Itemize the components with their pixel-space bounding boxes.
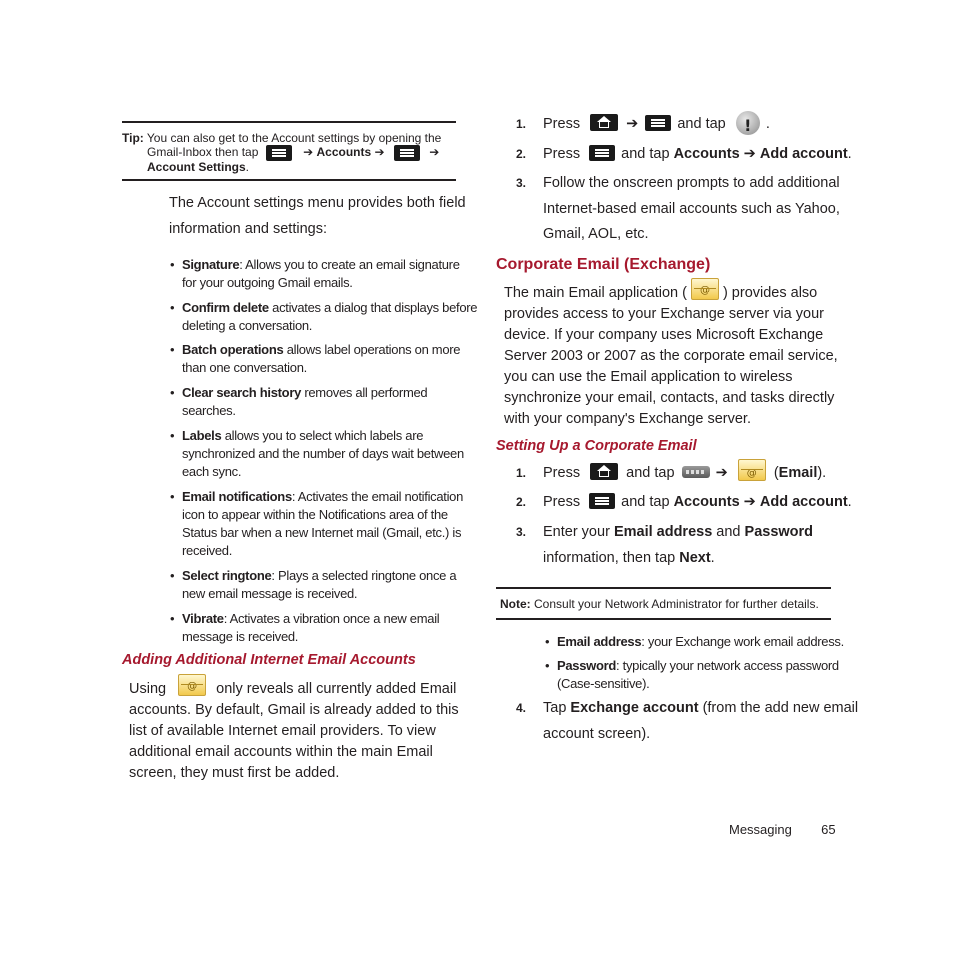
settings-item-line [182,488,463,506]
settings-item [170,488,464,560]
step-number: 1. [516,117,527,131]
step-number: 4. [516,701,527,715]
tip-line-3 [147,160,249,175]
settings-item-line [182,610,439,628]
tip-text: You can also get to the Account settings by opening the [146,131,442,145]
arrow-icon: ➔ [374,145,385,160]
setup-step-2 [516,490,852,516]
settings-item [170,256,460,292]
bullet-icon: • [545,634,550,649]
settings-term: Labels [182,428,222,443]
page-number: 65 [821,822,836,837]
field-desc: : typically your network access password [616,658,839,673]
section-heading-corporate: Corporate Email (Exchange) [496,256,711,273]
settings-item [170,341,461,377]
adding-line [129,679,459,700]
settings-item [170,567,457,603]
settings-item-line: icon to appear within the Notifications area of the [182,507,448,522]
arrow-icon: ➔ [743,494,756,510]
step-bold: Add account [759,146,848,162]
step-2 [516,142,852,168]
tip-text: Gmail-Inbox then tap [147,145,259,160]
email-app-icon [691,278,719,300]
email-app-icon [738,459,766,481]
intro-line: The Account settings menu provides both field [169,195,466,211]
step-text: Press [543,116,581,132]
corporate-line: device. If your company uses Microsoft Exchange [504,327,824,343]
settings-item-line [182,256,460,274]
bullet-icon: • [170,257,175,272]
step-text: Internet-based email accounts such as Yahoo, [543,200,840,217]
step-number: 3. [516,176,527,190]
step-bold: Add account [759,494,848,510]
step-bold: Password [744,524,814,540]
arrow-icon: ➔ [429,145,440,160]
settings-item [170,427,464,481]
menu-icon [645,115,671,131]
bullet-icon: • [170,489,175,504]
step-text: Gmail, AOL, etc. [543,226,649,242]
arrow-icon: ➔ [626,116,639,132]
settings-item [170,384,428,420]
settings-item [170,610,440,646]
step-text: Enter your [543,524,610,540]
settings-item-line [182,567,456,585]
note-text: Consult your Network Administrator for further details. [530,597,819,611]
field-item [545,633,844,651]
field-item-line [557,657,839,675]
arrow-icon: ➔ [743,146,756,162]
corporate-paragraph [504,283,838,430]
step-text: . [710,549,715,566]
settings-desc: removes all performed [301,385,428,400]
step-bold: Email address [613,524,713,540]
home-icon [590,463,618,480]
step-number: 3. [516,525,527,539]
settings-term: Confirm delete [182,300,269,315]
field-item [545,657,839,693]
settings-item-line: searches. [182,403,236,418]
step-text: and tap [677,116,726,132]
settings-desc: activates a dialog that displays before [268,300,478,315]
settings-item-line: deleting a conversation. [182,318,313,333]
menu-icon [589,145,615,161]
corporate-line: Server 2003 or 2007 as the corporate email service, [504,348,838,364]
bullet-icon: • [170,568,175,583]
settings-desc: allows label operations on more [283,342,461,357]
adding-line: accounts. By default, Gmail is already added to this [129,702,459,718]
step-text: ). [817,465,827,481]
bullet-icon: • [170,342,175,357]
step-bold: Email [778,465,818,481]
settings-item-line: for your outgoing Gmail emails. [182,275,353,290]
menu-icon [394,145,420,161]
step-text: Tap [543,700,567,716]
step-text: Press [543,494,581,510]
step-text: and tap [621,494,670,510]
alert-icon [736,111,760,135]
field-item-line [557,633,844,651]
arrow-icon: ➔ [303,145,314,160]
step-text: and tap [621,146,670,162]
footer-section: Messaging [729,822,792,837]
corporate-line: with your company's Exchange server. [504,411,751,427]
settings-term: Email notifications [182,489,292,504]
bullet-icon: • [170,385,175,400]
step-line [543,696,858,722]
corporate-line: you can use the Email application to wireless [504,369,793,385]
settings-desc: : Plays a selected ringtone once a [271,568,457,583]
step-text: account screen). [543,725,651,742]
step-4 [516,696,859,747]
tip-account-settings: Account Settings [147,160,246,174]
section-heading-adding: Adding Additional Internet Email Accounts [122,652,416,668]
menu-icon [589,493,615,509]
step-bold: Exchange account [570,700,699,716]
step-text: and tap [626,465,675,481]
settings-item-line: each sync. [182,464,242,479]
tip-accounts: Accounts [316,145,372,160]
note-box [496,587,831,620]
corporate-line [504,283,838,304]
adding-line: additional email accounts within the main Email [129,744,433,760]
corporate-text: ) provides also [722,285,818,301]
step-text: information, then tap [543,549,676,566]
settings-item-line [182,299,477,317]
settings-item [170,299,478,335]
bullet-icon: • [170,611,175,626]
field-term: Email address [557,634,642,649]
setup-step-3 [516,520,814,571]
step-3 [516,171,840,248]
adding-line: list of available Internet email providers. To view [129,723,436,739]
settings-item-line [182,384,427,402]
corporate-line: synchronize your email, contacts, and tasks directly [504,390,835,406]
step-text: . [847,494,852,510]
section-heading-setting-up: Setting Up a Corporate Email [496,438,697,454]
settings-item-line [182,427,464,445]
step-text: Press [543,465,581,481]
settings-item-line: than one conversation. [182,360,307,375]
tip-line-2 [147,145,439,161]
corporate-text: The main Email application ( [504,285,687,301]
bullet-icon: • [170,300,175,315]
intro-line: information and settings: [169,221,327,237]
setup-step-1 [516,461,827,487]
settings-item-line: received. [182,543,233,558]
settings-desc: : Activates the email notification [291,489,464,504]
adding-line: screen, they must first be added. [129,765,340,781]
settings-item-line: new email message is received. [182,586,358,601]
adding-text: only reveals all currently added Email [216,681,457,697]
applications-icon [682,466,710,478]
step-number: 2. [516,147,527,161]
field-term: Password [557,658,617,673]
adding-paragraph [129,679,459,784]
settings-desc: : Activates a vibration once a new email [223,611,440,626]
note-label: Note: [500,597,531,611]
page-footer [729,822,836,837]
settings-item-line [182,341,460,359]
field-item-line: (Case-sensitive). [557,676,650,691]
tip-label: Tip: [122,131,144,145]
settings-term: Vibrate [182,611,224,626]
corporate-line: provides access to your Exchange server via your [504,306,824,322]
step-text: ( [773,465,779,481]
settings-desc: : Allows you to create an email signature [239,257,460,272]
settings-item-line: message is received. [182,629,299,644]
home-icon [590,114,618,131]
adding-text: Using [129,681,167,697]
step-text: and [716,524,741,540]
settings-term: Select ringtone [182,568,272,583]
step-line [543,546,813,572]
settings-term: Clear search history [182,385,302,400]
step-number: 2. [516,495,527,509]
step-number: 1. [516,466,527,480]
bullet-icon: • [170,428,175,443]
step-text: Press [543,146,581,162]
step-1 [516,112,770,138]
field-desc: : your Exchange work email address. [641,634,844,649]
step-text: . [847,146,852,162]
step-text: (from the add new email [702,700,859,716]
bullet-icon: • [545,658,550,673]
settings-desc: allows you to select which labels are [221,428,424,443]
settings-term: Batch operations [182,342,284,357]
step-bold: Next [679,549,711,566]
step-bold: Accounts [673,494,740,510]
step-text: . [765,116,770,132]
step-bold: Accounts [673,146,740,162]
settings-item-line: Status bar when a new Internet mail (Gmail, etc.) is [182,525,462,540]
intro-paragraph [169,190,466,242]
menu-icon [266,145,292,161]
step-line [543,520,813,546]
email-app-icon [178,674,206,696]
step-text: Follow the onscreen prompts to add additional [543,175,840,191]
settings-term: Signature [182,257,240,272]
tip-line-1 [122,131,441,146]
tip-text: . [245,160,250,174]
settings-item-line: synchronized and the number of days wait between [182,446,464,461]
arrow-icon: ➔ [715,465,728,481]
tip-box [122,121,456,181]
